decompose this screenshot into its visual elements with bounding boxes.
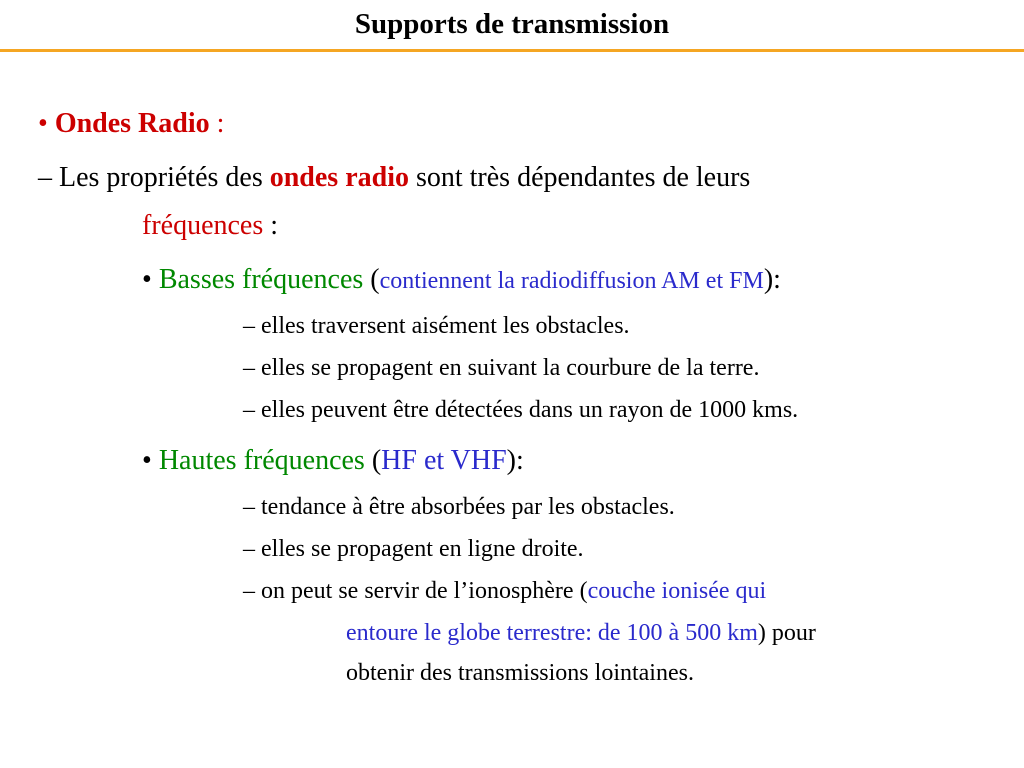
intro-line [38, 162, 750, 194]
ionosphere-note-1: couche ionisée qui [587, 578, 767, 604]
slide-title: Supports de transmission [354, 8, 670, 40]
intro-frequences-line [142, 210, 278, 242]
title-underline [0, 49, 1024, 52]
basses-item: – elles se propagent en suivant la courbure de la terre. [243, 355, 760, 381]
ionosphere-line-3: obtenir des transmissions lointaines. [346, 660, 694, 686]
basses-label: Basses fréquences [158, 264, 364, 295]
ondes-radio-label: Ondes Radio [54, 108, 210, 139]
ionosphere-suffix: ) pour [757, 620, 816, 646]
hautes-close: ): [506, 445, 524, 476]
ondes-radio-colon: : [209, 108, 225, 139]
hautes-open: ( [364, 445, 382, 476]
basses-close: ): [763, 264, 781, 295]
ionosphere-line-2 [346, 620, 816, 647]
hautes-frequences-heading [142, 445, 524, 477]
intro-frequences-colon: : [263, 210, 279, 241]
intro-prefix: – Les propriétés des [38, 162, 270, 193]
ionosphere-note-2: entoure le globe terrestre: de 100 à 500 km [346, 620, 758, 646]
intro-suffix: sont très dépendantes de leurs [408, 162, 751, 193]
hautes-label: Hautes fréquences [158, 445, 365, 476]
bullet: • [142, 264, 152, 295]
hautes-note: HF et VHF [381, 445, 507, 476]
basses-frequences-heading [142, 264, 781, 296]
intro-highlight: ondes radio [269, 162, 409, 193]
basses-open: ( [363, 264, 380, 295]
hautes-item: – tendance à être absorbées par les obstacles. [243, 494, 675, 520]
ionosphere-line-1 [243, 578, 766, 605]
hautes-item: – elles se propagent en ligne droite. [243, 536, 584, 562]
ionosphere-prefix: – on peut se servir de l’ionosphère ( [243, 578, 588, 604]
basses-item: – elles peuvent être détectées dans un rayon de 1000 kms. [243, 397, 799, 423]
bullet: • [38, 108, 48, 139]
bullet: • [142, 445, 152, 476]
ondes-radio-heading [38, 108, 224, 140]
basses-item: – elles traversent aisément les obstacles. [243, 313, 630, 339]
basses-note: contiennent la radiodiffusion AM et FM [379, 268, 764, 294]
intro-frequences: fréquences [142, 210, 264, 241]
